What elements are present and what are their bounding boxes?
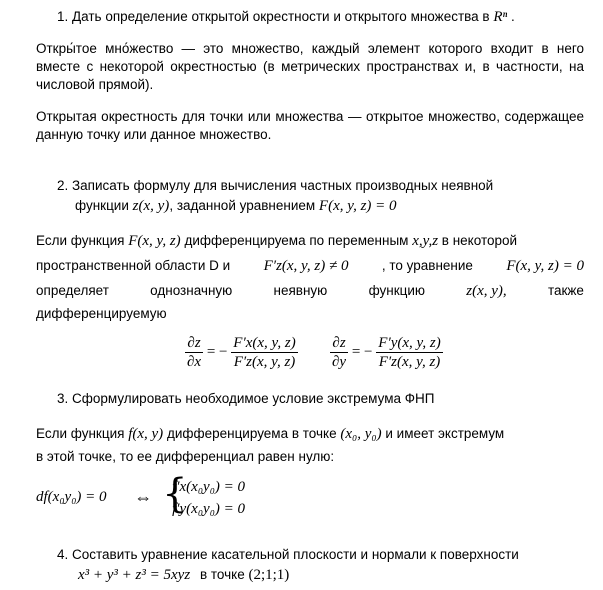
section1-heading xyxy=(57,8,515,28)
extremum-lhs: df(x₀y₀) = 0 xyxy=(36,489,107,506)
section2-heading-math1: z(x, y) xyxy=(132,198,170,214)
section2-para-math3: F′z(x, y, z) ≠ 0 xyxy=(263,258,349,274)
extremum-system xyxy=(162,471,246,520)
formula2-rhs-den: F′z(x, y, z) xyxy=(378,354,441,370)
section1-heading-end: . xyxy=(511,9,515,24)
section2-para-word-function: функцию xyxy=(368,283,426,298)
section4-point: (2;1;1) xyxy=(248,567,290,583)
section3-heading: 3. Сформулировать необходимое условие экстремума ФНП xyxy=(57,391,435,406)
section2-para-text-c: в некоторой xyxy=(441,233,518,248)
section2-para-line4: дифференцируемую xyxy=(36,306,167,321)
equivalence-arrow: ⇔ xyxy=(134,487,153,508)
formula1-equals: = − xyxy=(206,344,228,361)
section2-heading-text-a: функции xyxy=(75,198,129,213)
extremum-condition-formula xyxy=(36,471,246,520)
section3-para-text-c: и имеет экстремум xyxy=(385,426,505,441)
partial-derivative-formula-x xyxy=(185,334,298,371)
section2-para-line1 xyxy=(36,232,517,252)
section2-para-text-d: пространственной области D и xyxy=(36,258,231,273)
partial-derivative-formula-y xyxy=(330,334,443,371)
section2-heading-text-b: , заданной уравнением xyxy=(169,198,316,213)
section1-paragraph1: Откры́тое мно́жество — это множество, каждый элемент которого входит в него вместе с некоторой окрестностью (в метрических пространствах и, в частности, на числовой прямой). xyxy=(36,41,584,92)
formula1-rhs-den: F′z(x, y, z) xyxy=(233,354,296,370)
section2-para-math1: F(x, y, z) xyxy=(128,233,181,249)
section3-para-math1: f(x, y) xyxy=(128,426,164,442)
section2-para-math2: x,y,z xyxy=(412,233,439,249)
section2-heading-math2: F(x, y, z) = 0 xyxy=(318,198,397,214)
formula1-lhs-den: ∂x xyxy=(187,354,202,370)
section1-heading-math: Rⁿ xyxy=(493,9,508,25)
section2-heading-line1: 2. Записать формулу для вычисления частных производных неявной xyxy=(57,178,494,193)
section3-para-math2: (x₀, y₀) xyxy=(340,426,382,442)
system-line2: f′y(x₀y₀) = 0 xyxy=(172,501,246,517)
section2-para-text-b: дифференцируема по переменным xyxy=(184,233,409,248)
surface-equation: x³ + y³ + z³ = 5xyz xyxy=(78,567,191,583)
formula2-lhs xyxy=(330,334,348,371)
formula2-rhs-num: F′y(x, y, z) xyxy=(378,335,441,351)
section2-para-text-a: Если функция xyxy=(36,233,125,248)
section1-paragraph2: Открытая окрестность для точки или множества — открытое множество, содержащее данную точку или данное множество. xyxy=(36,109,584,142)
formula2-equals: = − xyxy=(351,344,373,361)
section3-para-line1 xyxy=(36,425,504,445)
section1-heading-text: 1. Дать определение открытой окрестности и открытого множества в xyxy=(57,9,490,24)
section2-para-word-determines: определяет xyxy=(36,283,109,298)
section3-para-text-a: Если функция xyxy=(36,426,125,441)
formula1-lhs xyxy=(185,334,203,371)
section2-para-line3 xyxy=(36,282,584,302)
section2-para-word-also: также xyxy=(547,283,584,298)
section3-para-text-b: дифференцируема в точке xyxy=(166,426,337,441)
section2-para-math5: z(x, y), xyxy=(466,283,507,299)
section2-para-word-implicit: неявную xyxy=(273,283,328,298)
formula1-rhs-num: F′x(x, y, z) xyxy=(233,335,296,351)
section4-equation xyxy=(78,566,289,586)
section2-heading-line2 xyxy=(75,197,397,217)
section2-para-line2 xyxy=(36,257,584,277)
section2-para-math4: F(x, y, z) = 0 xyxy=(506,258,584,274)
section4-point-label: в точке xyxy=(199,567,245,582)
formula2-lhs-num: ∂z xyxy=(330,334,348,353)
section2-para-text-e: , то уравнение xyxy=(381,258,473,273)
formula2-lhs-den: ∂y xyxy=(332,354,347,370)
section4-heading: 4. Составить уравнение касательной плоскости и нормали к поверхности xyxy=(57,547,519,562)
formula1-lhs-num: ∂z xyxy=(185,334,203,353)
formula1-rhs xyxy=(231,334,297,371)
system-brace: { xyxy=(162,471,188,517)
section3-para-line2: в этой точке, то ее дифференциал равен нулю: xyxy=(36,449,335,464)
system-line1: f′x(x₀y₀) = 0 xyxy=(172,479,246,495)
formula2-rhs xyxy=(376,334,442,371)
section2-para-word-unique: однозначную xyxy=(150,283,233,298)
